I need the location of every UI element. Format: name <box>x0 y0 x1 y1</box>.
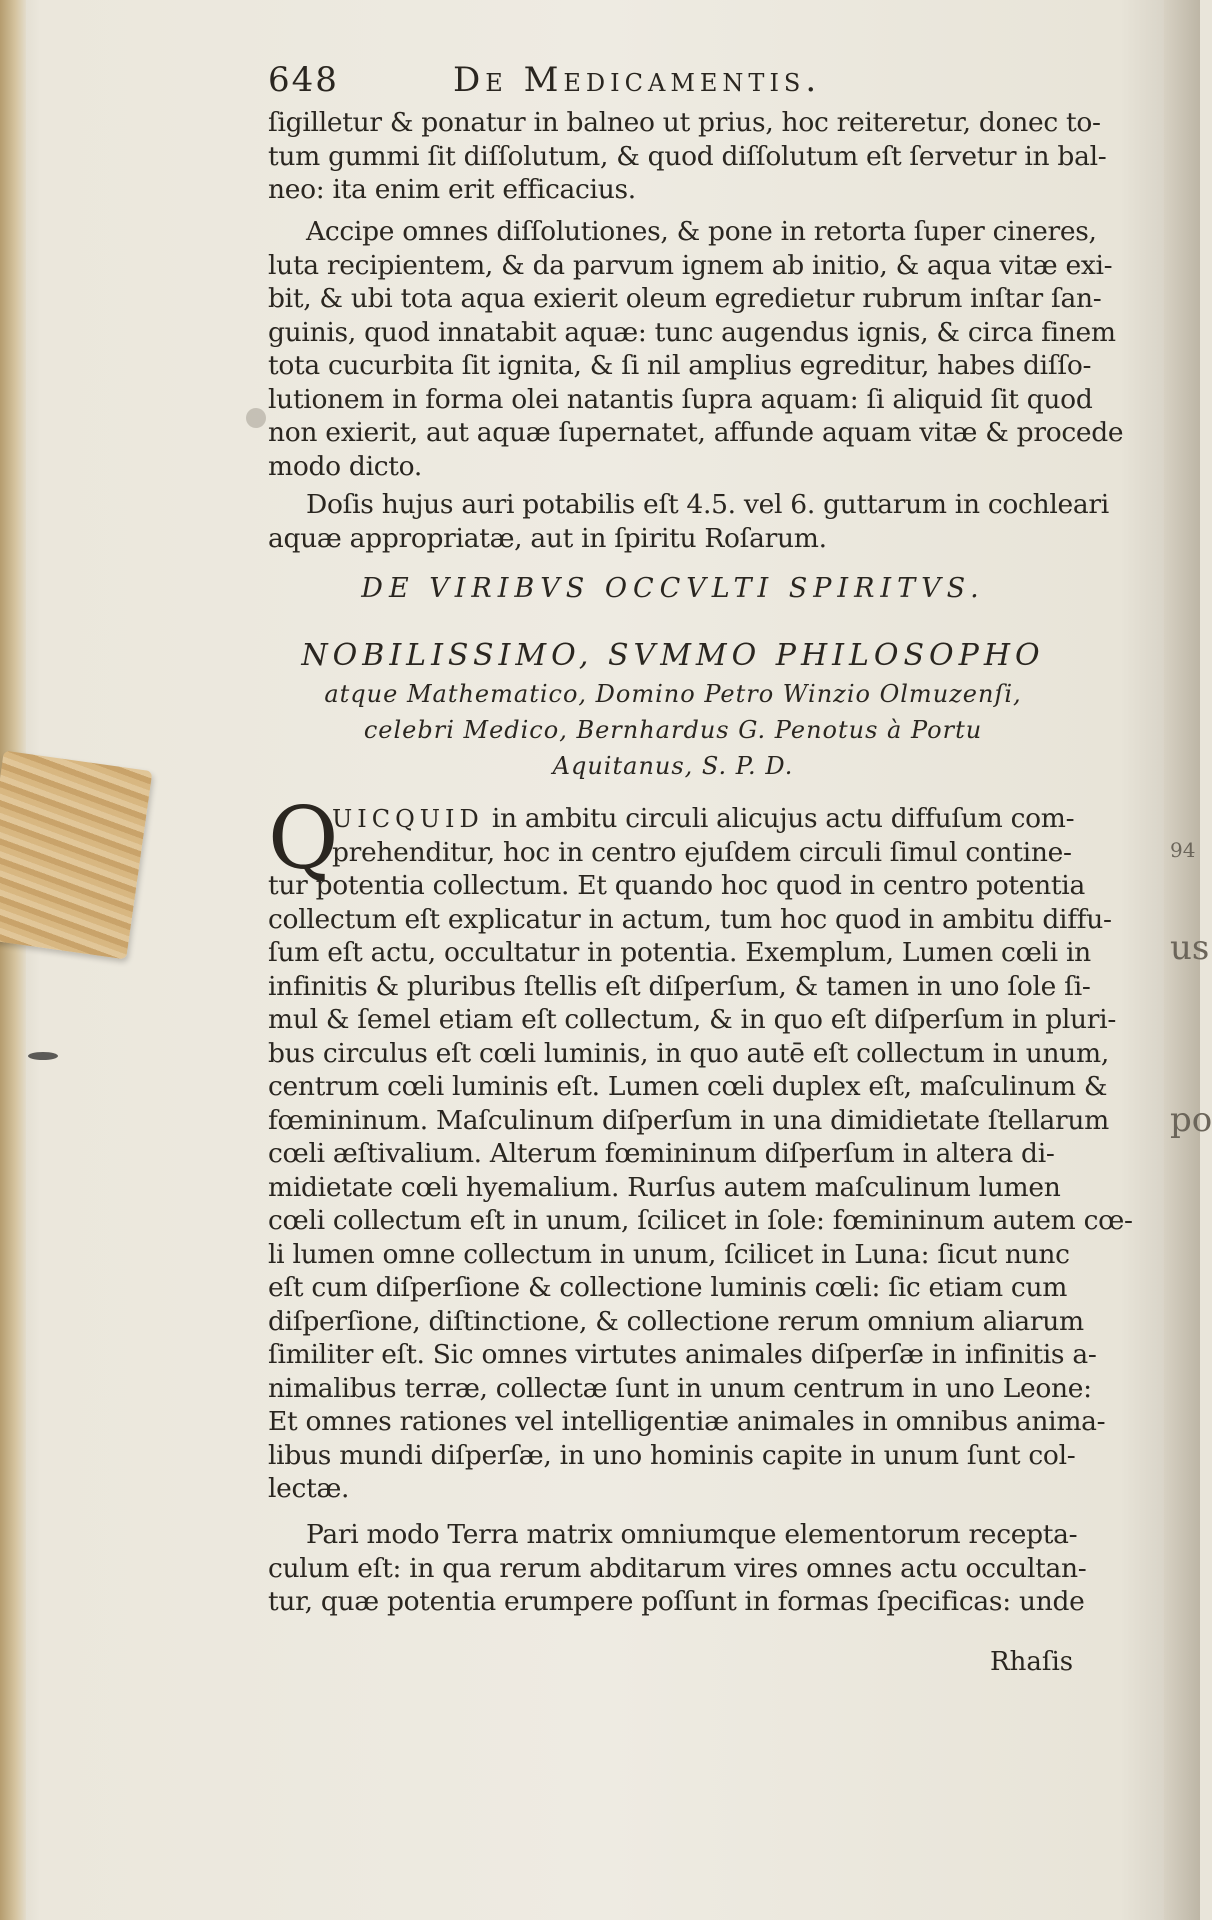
facing-page-fragment: 94 <box>1170 838 1196 862</box>
tape-strip <box>0 750 152 959</box>
text-line: eſt cum diſperſione & collectione luminis cœli: ſic etiam cum <box>268 1272 1068 1303</box>
dedication-line: Aquitanus, S. P. D. <box>552 752 794 780</box>
text-line: diſperſione, diſtinctione, & collectione rerum omnium aliarum <box>268 1305 1084 1337</box>
text-line: cœli collectum eſt in unum, ſcilicet in ſole: fœmininum autem cœ- <box>268 1205 1133 1236</box>
text-line: modo dicto. <box>268 450 422 482</box>
ink-blot <box>246 408 266 428</box>
facing-page-fragment: po <box>1170 1100 1212 1140</box>
text-line: cœli æſtivalium. Alterum fœmininum diſperſum in altera di- <box>268 1138 1055 1169</box>
section-title: DE VIRIBVS OCCVLTI SPIRITVS. <box>361 573 985 604</box>
text-line: centrum cœli luminis eſt. Lumen cœli duplex eſt, maſculinum & <box>268 1071 1108 1102</box>
drop-cap: Q <box>268 789 339 889</box>
text-line: midietate cœli hyemalium. Rurſus autem maſculinum lumen <box>268 1171 1061 1203</box>
text-line: ſimiliter eſt. Sic omnes virtutes animales diſperſæ in infinitis a- <box>268 1339 1097 1370</box>
ink-mark <box>28 1052 58 1060</box>
text-line: luta recipientem, & da parvum ignem ab initio, & aqua vitæ exi- <box>268 249 1113 281</box>
dedication-line: atque Mathematico, Domino Petro Winzio Olmuzenſi, <box>324 680 1022 708</box>
text-line: li lumen omne collectum in unum, ſcilicet in Luna: ſicut nunc <box>268 1238 1070 1270</box>
text-fragment: in ambitu circuli alicujus actu diffuſum com- <box>491 803 1075 834</box>
dedication-heading: NOBILISSIMO, SVMMO PHILOSOPHO <box>301 638 1045 673</box>
text-line: libus mundi diſperſæ, in uno hominis capite in unum ſunt col- <box>268 1439 1076 1471</box>
text-line: tota cucurbita ſit ignita, & ſi nil amplius egreditur, habes diſſo- <box>268 350 1092 381</box>
text-line <box>268 802 1078 836</box>
text-line: Et omnes rationes vel intelligentiæ animales in omnibus anima- <box>268 1406 1106 1437</box>
book-binding <box>0 0 26 1920</box>
text-line: bit, & ubi tota aqua exierit oleum egredietur rubrum inſtar ſan- <box>268 283 1102 314</box>
text-line: collectum eſt explicatur in actum, tum hoc quod in ambitu diffu- <box>268 903 1112 935</box>
text-line: prehenditur, hoc in centro ejuſdem circuli ſimul contine- <box>332 836 1072 868</box>
text-line: ſum eſt actu, occultatur in potentia. Exemplum, Lumen cœli in <box>268 937 1091 968</box>
paragraph-last <box>268 1518 1087 1619</box>
text-line: bus circulus eſt cœli luminis, in quo autē eſt collectum in unum, <box>268 1037 1109 1069</box>
catchword: Rhaſis <box>990 1647 1074 1677</box>
text-line: infinitis & pluribus ſtellis eſt diſperſum, & tamen in uno ſole ſi- <box>268 970 1091 1002</box>
text-line: neo: ita enim erit efficacius. <box>268 174 636 205</box>
text-line: tum gummi ſit diſſolutum, & quod diſſolutum eſt ſervetur in bal- <box>268 140 1107 172</box>
text-line: Doſis hujus auri potabilis eſt 4.5. vel 6. guttarum in cochleari <box>306 489 1109 520</box>
text-line: Accipe omnes diſſolutiones, & pone in retorta ſuper cineres, <box>306 216 1097 247</box>
text-line: fœmininum. Maſculinum diſperſum in una dimidietate ſtellarum <box>268 1104 1109 1136</box>
dedication-line: celebri Medico, Bernhardus G. Penotus à Portu <box>363 716 983 744</box>
text-line: non exierit, aut aquæ ſupernatet, affunde aquam vitæ & procede <box>268 417 1124 448</box>
page-number: 648 <box>268 60 339 100</box>
first-word: UICQUID <box>332 805 484 833</box>
paragraph-3 <box>268 488 1109 555</box>
text-line: mul & ſemel etiam eſt collectum, & in quo eſt diſperſum in pluri- <box>268 1004 1117 1035</box>
running-title: De Medicamentis. <box>453 60 822 100</box>
text-line: ſigilletur & ponatur in balneo ut prius, hoc reiteretur, donec to- <box>268 107 1101 138</box>
text-line: tur potentia collectum. Et quando hoc quod in centro potentia <box>268 870 1085 901</box>
text-line: guinis, quod innatabit aquæ: tunc augendus ignis, & circa finem <box>268 316 1116 348</box>
text-line: lectæ. <box>268 1473 350 1504</box>
main-paragraph <box>268 802 1133 1506</box>
text-line: culum eſt: in qua rerum abditarum vires omnes actu occultan- <box>268 1552 1087 1584</box>
paragraph-1 <box>268 106 1107 207</box>
page-header <box>268 60 888 110</box>
text-line: lutionem in forma olei natantis ſupra aquam: ſi aliquid ſit quod <box>268 383 1093 415</box>
text-line: aquæ appropriatæ, aut in ſpiritu Roſarum. <box>268 522 827 554</box>
facing-page-fragment: us <box>1170 928 1210 968</box>
text-line: tur, quæ potentia erumpere poſſunt in formas ſpecificas: unde <box>268 1586 1085 1617</box>
text-line: nimalibus terræ, collectæ ſunt in unum centrum in uno Leone: <box>268 1372 1092 1404</box>
paragraph-2 <box>268 215 1124 483</box>
text-line: Pari modo Terra matrix omniumque elementorum recepta- <box>306 1519 1078 1550</box>
